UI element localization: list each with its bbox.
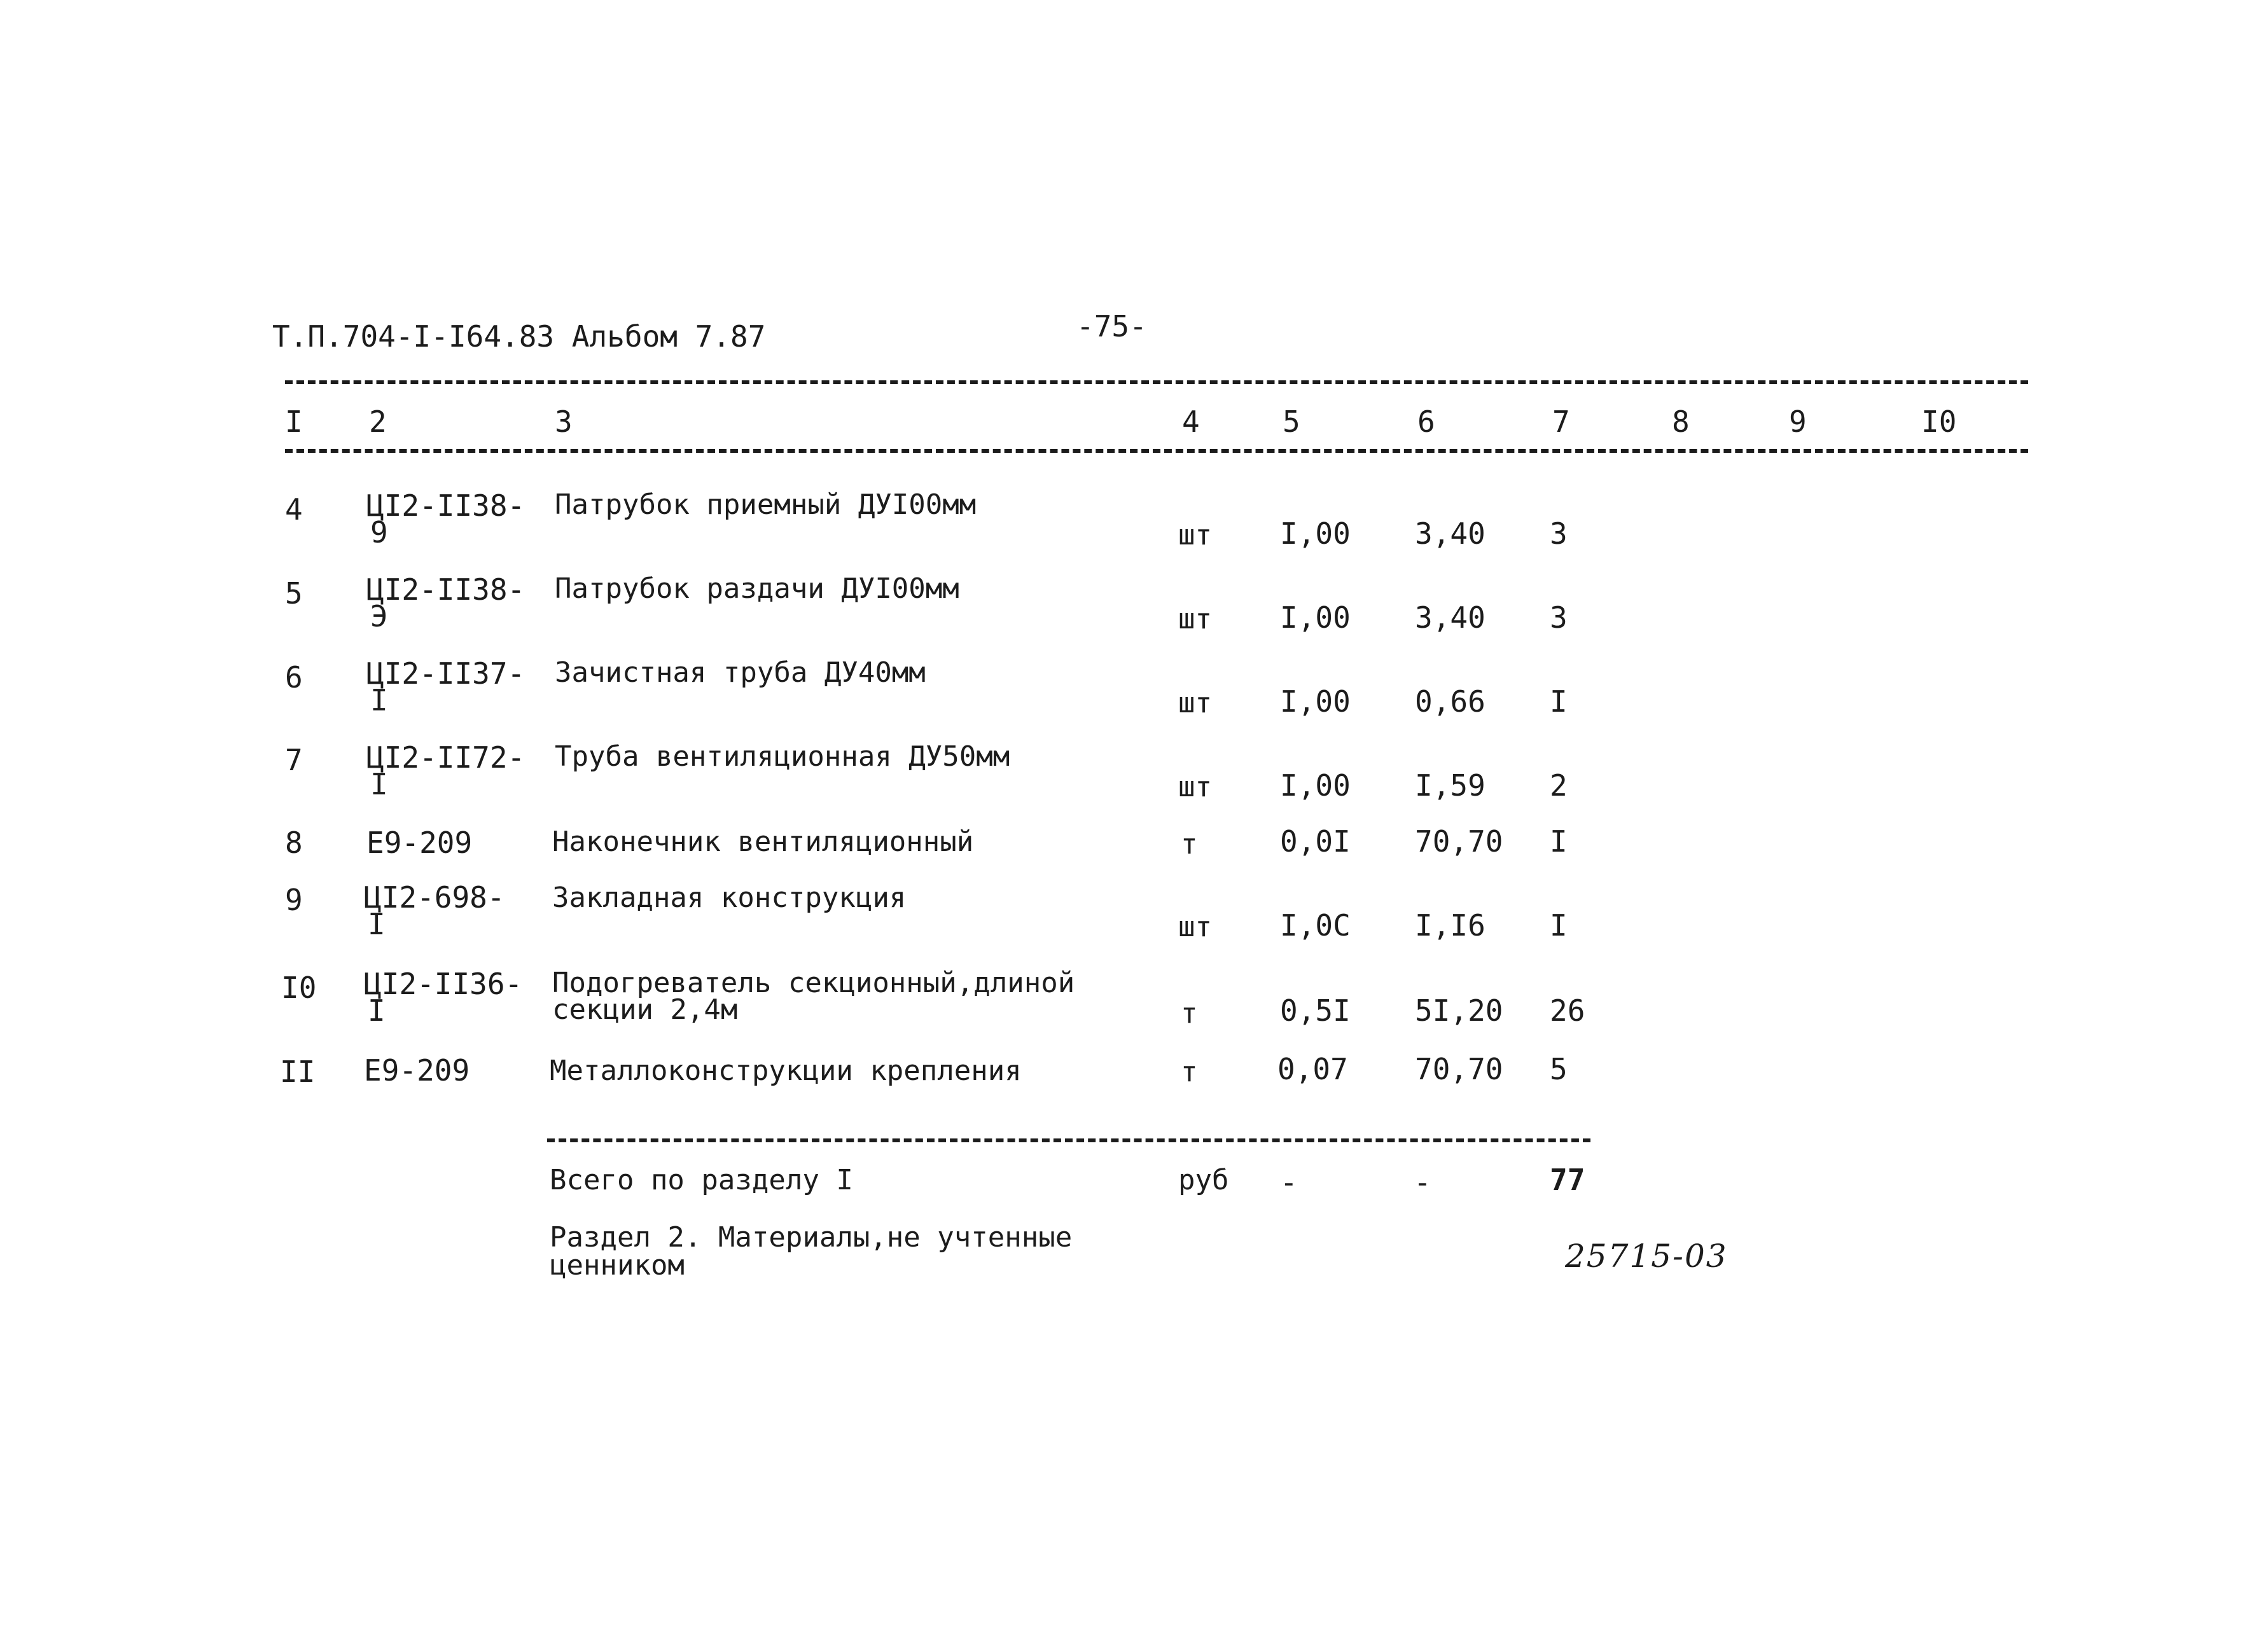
- row-unit: шт: [1178, 687, 1212, 719]
- row-number: II: [280, 1055, 316, 1089]
- row-total: I: [1550, 908, 1568, 943]
- section-2-heading-continued: ценником: [550, 1249, 685, 1282]
- row-number: 9: [285, 883, 303, 917]
- row-code: ЦI2-II36-: [364, 967, 523, 1001]
- row-code: ЦI2-II37-: [366, 656, 525, 691]
- page-number: -75-: [1076, 309, 1147, 343]
- row-code: ЦI2-II38-: [366, 488, 525, 523]
- row-price: 70,70: [1415, 824, 1503, 859]
- row-price: 3,40: [1415, 600, 1485, 635]
- column-header-6: 6: [1417, 405, 1435, 439]
- column-header-9: 9: [1789, 405, 1807, 439]
- row-name-continued: секции 2,4м: [552, 993, 738, 1026]
- column-header-2: 2: [369, 405, 387, 439]
- row-code: Е9-209: [364, 1053, 470, 1088]
- row-name: Подогреватель секционный,длиной: [552, 967, 1075, 999]
- document-reference: Т.П.704-I-I64.83 Альбом 7.87: [272, 319, 766, 354]
- row-code-suffix: I: [368, 993, 386, 1028]
- row-code: ЦI2-698-: [364, 880, 505, 915]
- summary-total: 77: [1550, 1163, 1585, 1197]
- summary-quantity: -: [1280, 1165, 1298, 1200]
- row-name: Зачистная труба ДУ40мм: [555, 656, 926, 689]
- row-price: 0,66: [1415, 684, 1485, 719]
- row-number: I0: [281, 971, 317, 1005]
- column-header-8: 8: [1672, 405, 1690, 439]
- row-code-suffix: I: [370, 683, 388, 717]
- row-total: 3: [1550, 516, 1568, 551]
- row-name: Наконечник вентиляционный: [552, 826, 974, 858]
- row-number: 8: [285, 826, 303, 860]
- row-code: ЦI2-II38-: [366, 572, 525, 607]
- column-header-3: 3: [555, 405, 573, 439]
- column-header-7: 7: [1552, 405, 1570, 439]
- row-price: 70,70: [1415, 1052, 1503, 1086]
- row-number: 5: [285, 576, 303, 611]
- row-unit: шт: [1178, 603, 1212, 635]
- row-unit: т: [1181, 828, 1198, 861]
- row-total: I: [1550, 684, 1568, 719]
- column-header-10: I0: [1921, 405, 1957, 439]
- row-code-suffix: I: [370, 767, 388, 801]
- row-name: Патрубок раздачи ДУI00мм: [555, 572, 959, 605]
- row-code-suffix: 9: [370, 515, 388, 550]
- row-code-suffix: Э: [370, 599, 388, 633]
- summary-unit: руб: [1178, 1164, 1229, 1196]
- column-header-1: I: [285, 405, 303, 439]
- row-quantity: I,00: [1280, 684, 1351, 719]
- row-quantity: 0,07: [1277, 1052, 1348, 1086]
- row-number: 4: [285, 492, 303, 527]
- summary-label: Всего по разделу I: [550, 1164, 853, 1196]
- summary-rule: [547, 1138, 1590, 1142]
- row-number: 6: [285, 660, 303, 695]
- row-name: Металлоконструкции крепления: [550, 1055, 1022, 1087]
- handwritten-note: 25715-03: [1565, 1238, 1728, 1275]
- row-number: 7: [285, 743, 303, 777]
- row-total: 3: [1550, 600, 1568, 635]
- row-total: I: [1550, 824, 1568, 859]
- row-code: ЦI2-II72-: [366, 740, 525, 775]
- header-bottom-rule: [285, 449, 2028, 453]
- column-header-4: 4: [1182, 405, 1200, 439]
- row-quantity: I,00: [1280, 768, 1351, 803]
- row-quantity: I,0С: [1280, 908, 1351, 943]
- row-unit: т: [1181, 997, 1198, 1030]
- row-name: Патрубок приемный ДУI00мм: [555, 488, 977, 521]
- row-code-suffix: I: [368, 907, 386, 941]
- column-header-5: 5: [1283, 405, 1300, 439]
- row-quantity: I,00: [1280, 600, 1351, 635]
- row-code: Е9-209: [366, 826, 473, 860]
- row-name: Закладная конструкция: [552, 882, 907, 914]
- row-quantity: I,00: [1280, 516, 1351, 551]
- header-top-rule: [285, 380, 2028, 384]
- section-2-heading: Раздел 2. Материалы,не учтенные: [550, 1221, 1073, 1254]
- row-price: I,I6: [1415, 908, 1485, 943]
- row-unit: шт: [1178, 771, 1212, 803]
- row-unit: т: [1181, 1056, 1198, 1088]
- row-unit: шт: [1178, 911, 1212, 943]
- summary-price: -: [1414, 1165, 1431, 1200]
- row-unit: шт: [1178, 519, 1212, 551]
- row-price: 5I,20: [1415, 993, 1503, 1028]
- row-price: I,59: [1415, 768, 1485, 803]
- row-total: 2: [1550, 768, 1568, 803]
- row-total: 26: [1550, 993, 1585, 1028]
- row-total: 5: [1550, 1052, 1568, 1086]
- row-price: 3,40: [1415, 516, 1485, 551]
- row-quantity: 0,0I: [1280, 824, 1351, 859]
- row-name: Труба вентиляционная ДУ50мм: [555, 740, 1010, 773]
- row-quantity: 0,5I: [1280, 993, 1351, 1028]
